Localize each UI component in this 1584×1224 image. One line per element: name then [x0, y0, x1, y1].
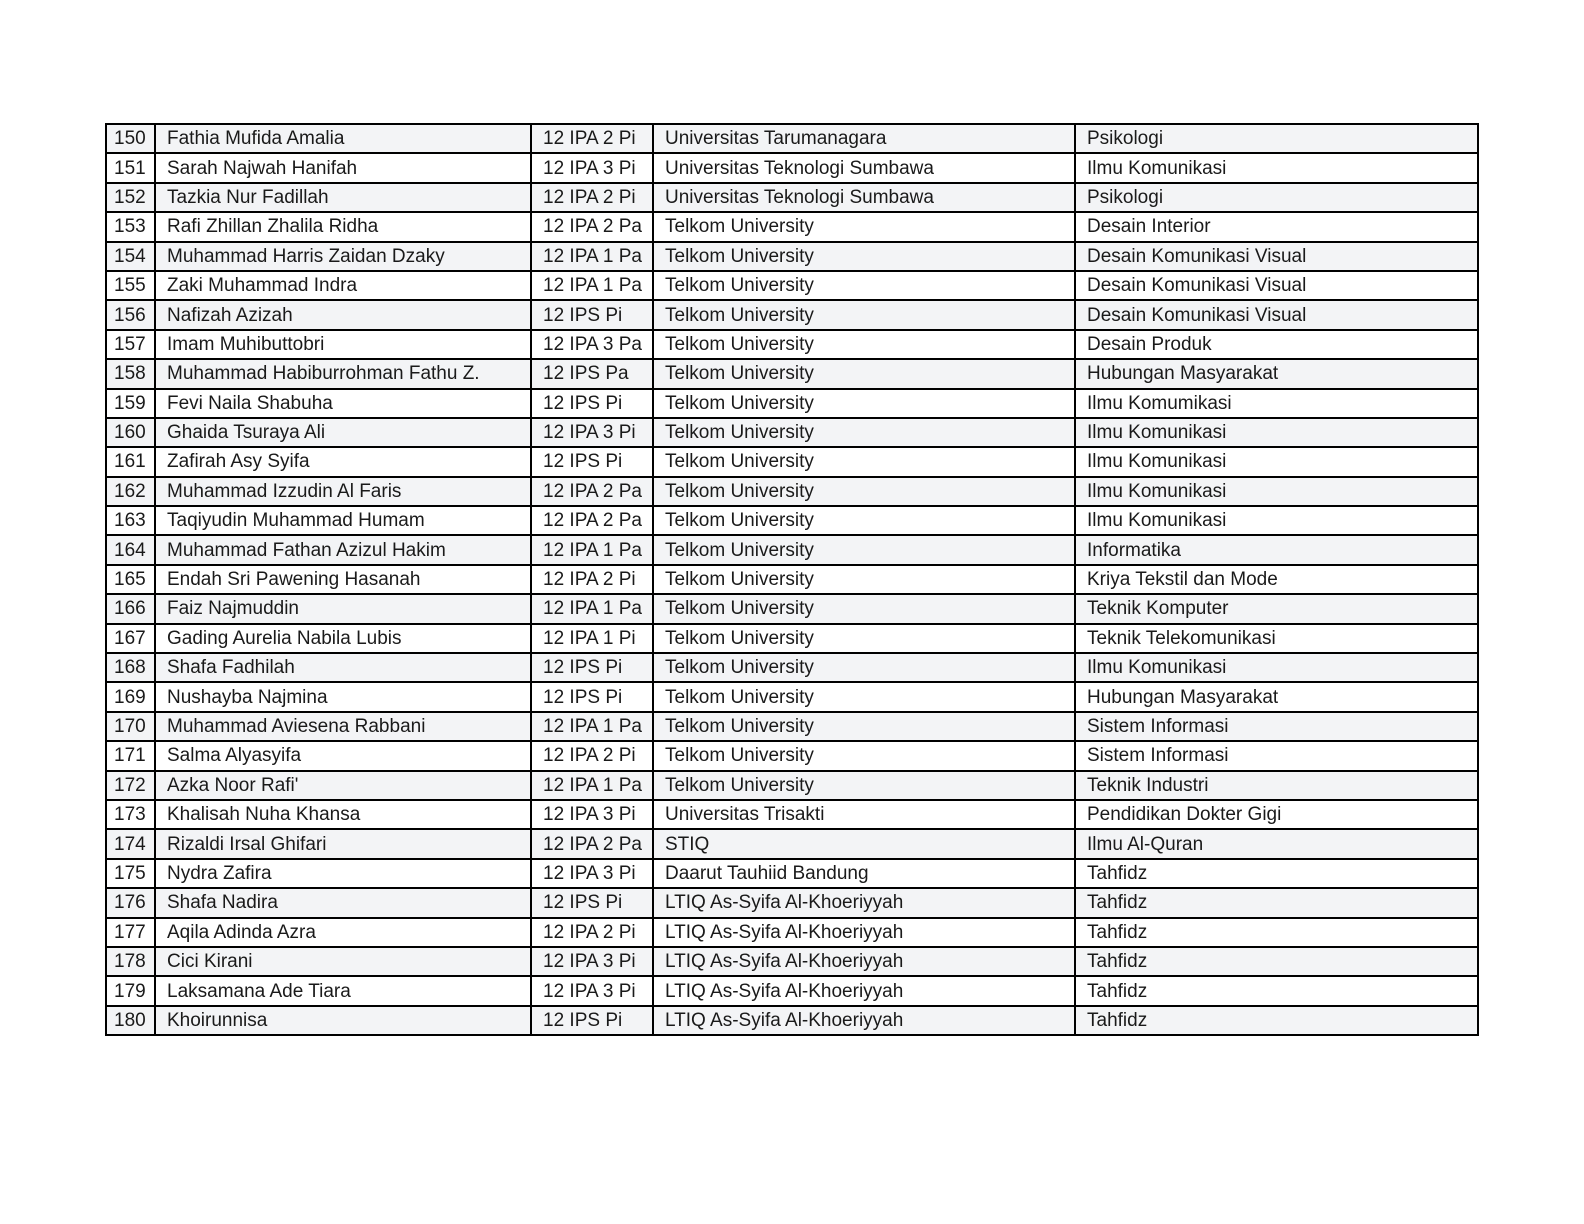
major-cell: Desain Produk — [1075, 330, 1478, 359]
university-cell: Daarut Tauhiid Bandung — [653, 859, 1075, 888]
class-cell: 12 IPS Pi — [531, 653, 653, 682]
row-number-cell: 172 — [106, 771, 155, 800]
university-cell: Telkom University — [653, 300, 1075, 329]
table-row — [106, 682, 1478, 711]
row-number-cell: 160 — [106, 418, 155, 447]
table-body — [106, 124, 1478, 1035]
class-cell: 12 IPA 3 Pi — [531, 800, 653, 829]
student-name-cell: Zaki Muhammad Indra — [155, 271, 531, 300]
row-number-cell: 156 — [106, 300, 155, 329]
university-cell: Telkom University — [653, 506, 1075, 535]
table-row — [106, 477, 1478, 506]
row-number-cell: 151 — [106, 153, 155, 182]
table-row — [106, 359, 1478, 388]
student-name-cell: Rafi Zhillan Zhalila Ridha — [155, 212, 531, 241]
row-number-cell: 158 — [106, 359, 155, 388]
major-cell: Teknik Komputer — [1075, 594, 1478, 623]
major-cell: Psikologi — [1075, 183, 1478, 212]
university-cell: LTIQ As-Syifa Al-Khoeriyyah — [653, 976, 1075, 1005]
student-university-table — [105, 123, 1479, 1036]
row-number-cell: 173 — [106, 800, 155, 829]
row-number-cell: 168 — [106, 653, 155, 682]
table-row — [106, 124, 1478, 153]
major-cell: Tahfidz — [1075, 976, 1478, 1005]
student-name-cell: Muhammad Habiburrohman Fathu Z. — [155, 359, 531, 388]
class-cell: 12 IPA 2 Pi — [531, 183, 653, 212]
table-row — [106, 565, 1478, 594]
major-cell: Teknik Telekomunikasi — [1075, 624, 1478, 653]
major-cell: Desain Interior — [1075, 212, 1478, 241]
class-cell: 12 IPA 1 Pa — [531, 771, 653, 800]
student-name-cell: Muhammad Harris Zaidan Dzaky — [155, 242, 531, 271]
major-cell: Desain Komunikasi Visual — [1075, 242, 1478, 271]
university-cell: Telkom University — [653, 389, 1075, 418]
class-cell: 12 IPA 2 Pa — [531, 829, 653, 858]
university-cell: Telkom University — [653, 535, 1075, 564]
row-number-cell: 169 — [106, 682, 155, 711]
major-cell: Kriya Tekstil dan Mode — [1075, 565, 1478, 594]
row-number-cell: 155 — [106, 271, 155, 300]
student-name-cell: Khoirunnisa — [155, 1006, 531, 1035]
table-row — [106, 829, 1478, 858]
university-cell: LTIQ As-Syifa Al-Khoeriyyah — [653, 1006, 1075, 1035]
university-cell: Telkom University — [653, 712, 1075, 741]
university-cell: LTIQ As-Syifa Al-Khoeriyyah — [653, 947, 1075, 976]
table-row — [106, 624, 1478, 653]
class-cell: 12 IPA 2 Pi — [531, 741, 653, 770]
student-name-cell: Endah Sri Pawening Hasanah — [155, 565, 531, 594]
student-name-cell: Zafirah Asy Syifa — [155, 447, 531, 476]
table-row — [106, 741, 1478, 770]
table-row — [106, 771, 1478, 800]
class-cell: 12 IPA 1 Pa — [531, 594, 653, 623]
major-cell: Hubungan Masyarakat — [1075, 359, 1478, 388]
class-cell: 12 IPA 2 Pi — [531, 565, 653, 594]
major-cell: Tahfidz — [1075, 918, 1478, 947]
major-cell: Ilmu Komunikasi — [1075, 653, 1478, 682]
student-name-cell: Fathia Mufida Amalia — [155, 124, 531, 153]
class-cell: 12 IPA 3 Pi — [531, 859, 653, 888]
major-cell: Ilmu Komunikasi — [1075, 153, 1478, 182]
student-name-cell: Tazkia Nur Fadillah — [155, 183, 531, 212]
row-number-cell: 150 — [106, 124, 155, 153]
table-row — [106, 506, 1478, 535]
class-cell: 12 IPS Pi — [531, 682, 653, 711]
student-name-cell: Gading Aurelia Nabila Lubis — [155, 624, 531, 653]
major-cell: Pendidikan Dokter Gigi — [1075, 800, 1478, 829]
row-number-cell: 159 — [106, 389, 155, 418]
university-cell: Telkom University — [653, 271, 1075, 300]
row-number-cell: 171 — [106, 741, 155, 770]
table-row — [106, 1006, 1478, 1035]
major-cell: Tahfidz — [1075, 859, 1478, 888]
row-number-cell: 164 — [106, 535, 155, 564]
table-row — [106, 418, 1478, 447]
row-number-cell: 161 — [106, 447, 155, 476]
row-number-cell: 152 — [106, 183, 155, 212]
university-cell: Telkom University — [653, 624, 1075, 653]
table-row — [106, 271, 1478, 300]
major-cell: Teknik Industri — [1075, 771, 1478, 800]
university-cell: Universitas Teknologi Sumbawa — [653, 153, 1075, 182]
row-number-cell: 163 — [106, 506, 155, 535]
major-cell: Ilmu Al-Quran — [1075, 829, 1478, 858]
row-number-cell: 162 — [106, 477, 155, 506]
row-number-cell: 157 — [106, 330, 155, 359]
major-cell: Informatika — [1075, 535, 1478, 564]
table-row — [106, 918, 1478, 947]
class-cell: 12 IPA 2 Pi — [531, 918, 653, 947]
major-cell: Hubungan Masyarakat — [1075, 682, 1478, 711]
class-cell: 12 IPA 3 Pi — [531, 976, 653, 1005]
class-cell: 12 IPA 2 Pi — [531, 124, 653, 153]
class-cell: 12 IPA 3 Pi — [531, 947, 653, 976]
student-name-cell: Salma Alyasyifa — [155, 741, 531, 770]
class-cell: 12 IPA 2 Pa — [531, 212, 653, 241]
university-cell: Telkom University — [653, 418, 1075, 447]
university-cell: Telkom University — [653, 242, 1075, 271]
row-number-cell: 154 — [106, 242, 155, 271]
table-row — [106, 447, 1478, 476]
university-cell: Universitas Teknologi Sumbawa — [653, 183, 1075, 212]
university-cell: Telkom University — [653, 212, 1075, 241]
major-cell: Ilmu Komunikasi — [1075, 418, 1478, 447]
university-cell: Telkom University — [653, 594, 1075, 623]
university-cell: Universitas Tarumanagara — [653, 124, 1075, 153]
table-row — [106, 653, 1478, 682]
university-cell: Telkom University — [653, 741, 1075, 770]
student-name-cell: Muhammad Fathan Azizul Hakim — [155, 535, 531, 564]
major-cell: Sistem Informasi — [1075, 741, 1478, 770]
table-row — [106, 712, 1478, 741]
row-number-cell: 174 — [106, 829, 155, 858]
student-name-cell: Imam Muhibuttobri — [155, 330, 531, 359]
major-cell: Desain Komunikasi Visual — [1075, 271, 1478, 300]
row-number-cell: 177 — [106, 918, 155, 947]
student-name-cell: Ghaida Tsuraya Ali — [155, 418, 531, 447]
student-name-cell: Sarah Najwah Hanifah — [155, 153, 531, 182]
major-cell: Psikologi — [1075, 124, 1478, 153]
row-number-cell: 176 — [106, 888, 155, 917]
university-cell: Telkom University — [653, 477, 1075, 506]
university-cell: Telkom University — [653, 682, 1075, 711]
class-cell: 12 IPS Pi — [531, 447, 653, 476]
student-name-cell: Shafa Nadira — [155, 888, 531, 917]
major-cell: Desain Komunikasi Visual — [1075, 300, 1478, 329]
class-cell: 12 IPA 1 Pa — [531, 242, 653, 271]
class-cell: 12 IPA 3 Pi — [531, 153, 653, 182]
row-number-cell: 179 — [106, 976, 155, 1005]
class-cell: 12 IPA 1 Pa — [531, 271, 653, 300]
university-cell: LTIQ As-Syifa Al-Khoeriyyah — [653, 918, 1075, 947]
student-name-cell: Cici Kirani — [155, 947, 531, 976]
table-row — [106, 330, 1478, 359]
major-cell: Tahfidz — [1075, 1006, 1478, 1035]
table-row — [106, 888, 1478, 917]
table-row — [106, 594, 1478, 623]
student-name-cell: Taqiyudin Muhammad Humam — [155, 506, 531, 535]
university-cell: LTIQ As-Syifa Al-Khoeriyyah — [653, 888, 1075, 917]
table-row — [106, 947, 1478, 976]
table-row — [106, 389, 1478, 418]
major-cell: Ilmu Komunikasi — [1075, 506, 1478, 535]
row-number-cell: 180 — [106, 1006, 155, 1035]
class-cell: 12 IPA 1 Pa — [531, 535, 653, 564]
university-cell: Telkom University — [653, 447, 1075, 476]
table-row — [106, 859, 1478, 888]
student-name-cell: Faiz Najmuddin — [155, 594, 531, 623]
student-name-cell: Nushayba Najmina — [155, 682, 531, 711]
student-name-cell: Fevi Naila Shabuha — [155, 389, 531, 418]
major-cell: Sistem Informasi — [1075, 712, 1478, 741]
student-name-cell: Khalisah Nuha Khansa — [155, 800, 531, 829]
class-cell: 12 IPS Pa — [531, 359, 653, 388]
major-cell: Ilmu Komunikasi — [1075, 477, 1478, 506]
student-name-cell: Rizaldi Irsal Ghifari — [155, 829, 531, 858]
student-name-cell: Muhammad Aviesena Rabbani — [155, 712, 531, 741]
row-number-cell: 170 — [106, 712, 155, 741]
class-cell: 12 IPA 2 Pa — [531, 506, 653, 535]
class-cell: 12 IPS Pi — [531, 300, 653, 329]
student-name-cell: Nydra Zafira — [155, 859, 531, 888]
major-cell: Ilmu Komumikasi — [1075, 389, 1478, 418]
class-cell: 12 IPA 3 Pa — [531, 330, 653, 359]
university-cell: Telkom University — [653, 330, 1075, 359]
row-number-cell: 178 — [106, 947, 155, 976]
table-row — [106, 300, 1478, 329]
class-cell: 12 IPA 1 Pa — [531, 712, 653, 741]
row-number-cell: 153 — [106, 212, 155, 241]
class-cell: 12 IPA 1 Pi — [531, 624, 653, 653]
university-cell: Universitas Trisakti — [653, 800, 1075, 829]
table-row — [106, 535, 1478, 564]
university-cell: Telkom University — [653, 565, 1075, 594]
row-number-cell: 167 — [106, 624, 155, 653]
student-name-cell: Muhammad Izzudin Al Faris — [155, 477, 531, 506]
student-name-cell: Aqila Adinda Azra — [155, 918, 531, 947]
student-name-cell: Laksamana Ade Tiara — [155, 976, 531, 1005]
class-cell: 12 IPS Pi — [531, 888, 653, 917]
table-row — [106, 183, 1478, 212]
row-number-cell: 165 — [106, 565, 155, 594]
university-cell: STIQ — [653, 829, 1075, 858]
table-row — [106, 976, 1478, 1005]
table-row — [106, 153, 1478, 182]
student-name-cell: Azka Noor Rafi' — [155, 771, 531, 800]
major-cell: Tahfidz — [1075, 888, 1478, 917]
class-cell: 12 IPS Pi — [531, 389, 653, 418]
table-row — [106, 800, 1478, 829]
major-cell: Tahfidz — [1075, 947, 1478, 976]
class-cell: 12 IPA 2 Pa — [531, 477, 653, 506]
major-cell: Ilmu Komunikasi — [1075, 447, 1478, 476]
class-cell: 12 IPS Pi — [531, 1006, 653, 1035]
row-number-cell: 166 — [106, 594, 155, 623]
university-cell: Telkom University — [653, 653, 1075, 682]
row-number-cell: 175 — [106, 859, 155, 888]
class-cell: 12 IPA 3 Pi — [531, 418, 653, 447]
student-name-cell: Nafizah Azizah — [155, 300, 531, 329]
student-name-cell: Shafa Fadhilah — [155, 653, 531, 682]
university-cell: Telkom University — [653, 771, 1075, 800]
table-row — [106, 242, 1478, 271]
table-row — [106, 212, 1478, 241]
university-cell: Telkom University — [653, 359, 1075, 388]
